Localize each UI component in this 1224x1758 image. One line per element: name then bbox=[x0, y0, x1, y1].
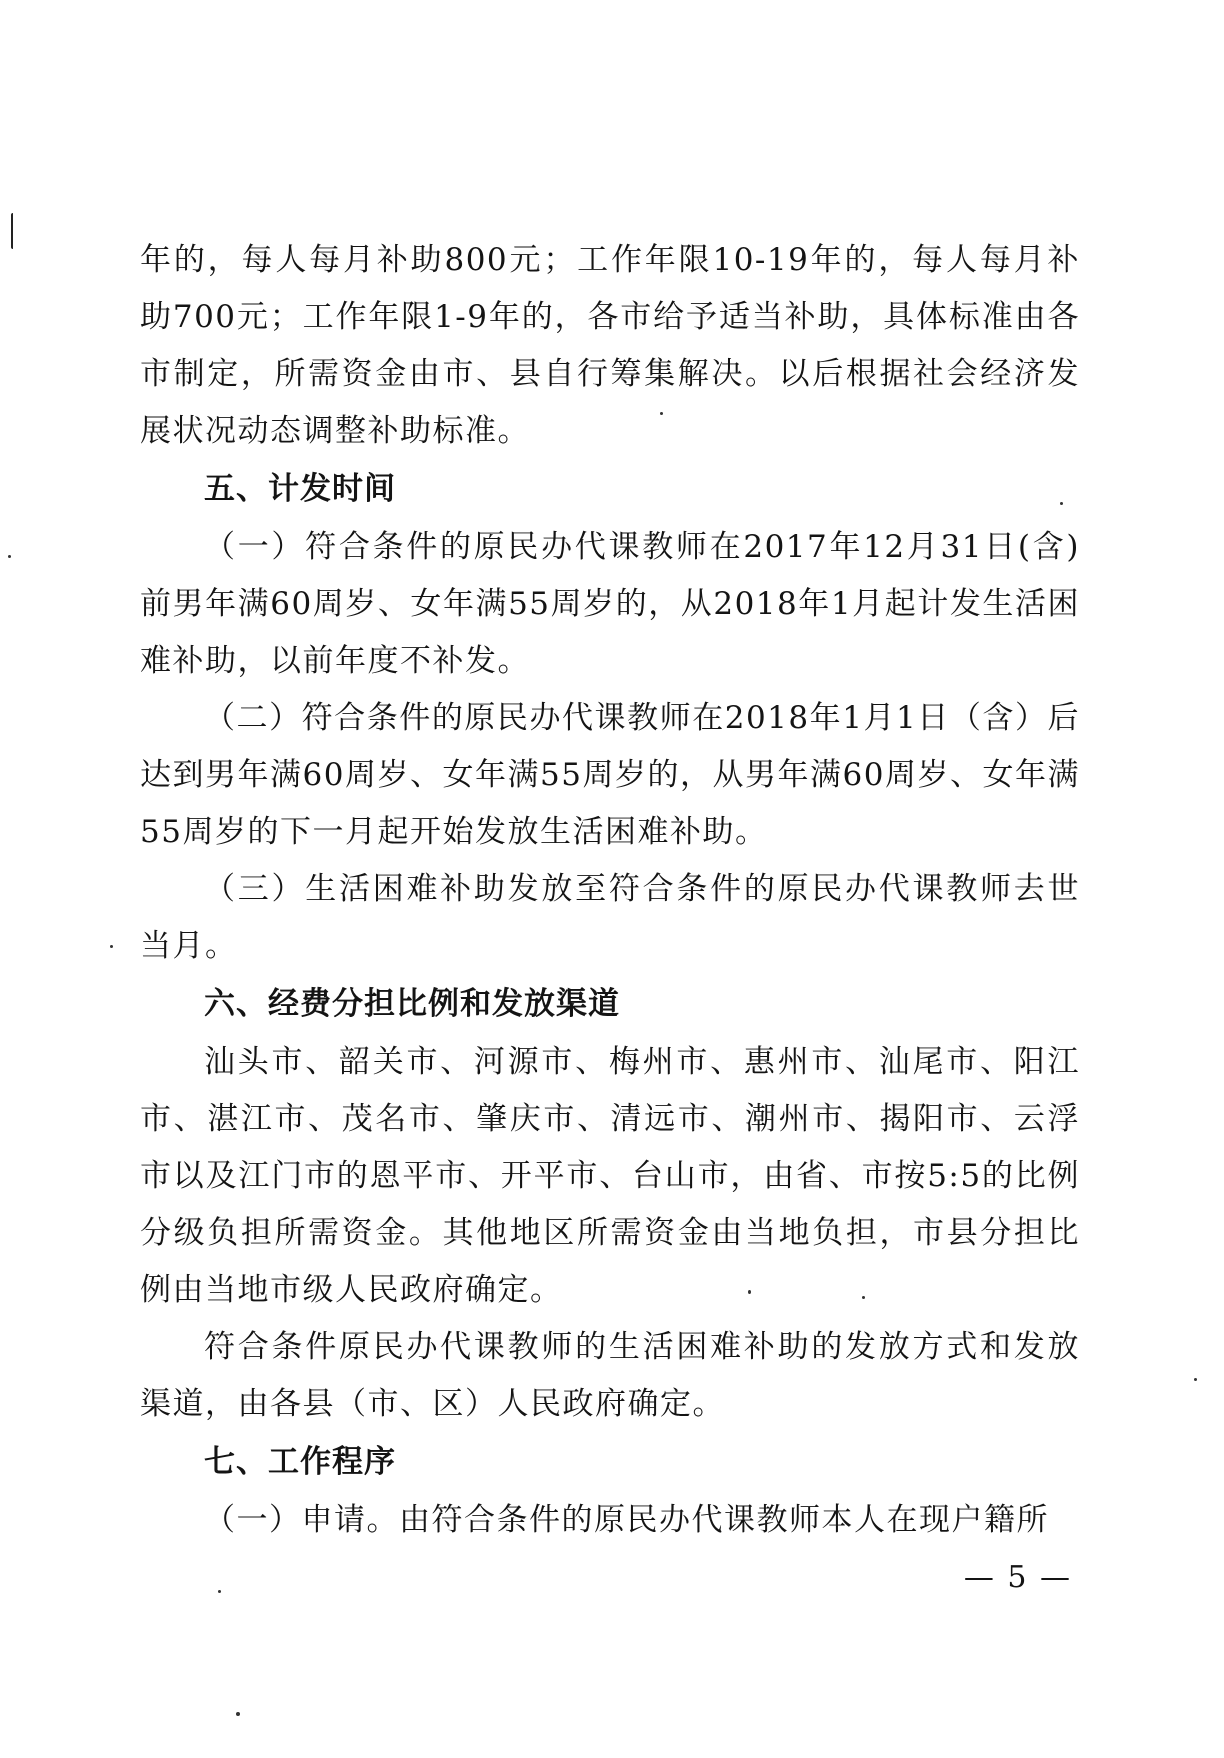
scan-speck bbox=[660, 412, 663, 415]
document-body bbox=[140, 232, 1080, 1549]
margin-mark bbox=[11, 213, 16, 249]
scan-speck bbox=[1194, 1378, 1197, 1381]
section5-item-3: （三）生活困难补助发放至符合条件的原民办代课教师去世当月。 bbox=[140, 871, 1080, 964]
scan-speck bbox=[748, 1290, 751, 1294]
scan-speck bbox=[1060, 502, 1063, 505]
scan-speck bbox=[8, 555, 11, 558]
section6-item-1: 汕头市、韶关市、河源市、梅州市、惠州市、汕尾市、阳江市、湛江市、茂名市、肇庆市、清远市、潮州市、揭阳市、云浮市以及江门市的恩平市、开平市、台山市，由省、市按5:5的比例分级负担所需资金。其他地区所需资金由当地负担，市县分担比例由当地市级人民政府确定。 bbox=[140, 1044, 1080, 1308]
section-heading-7: 七、工作程序 bbox=[204, 1444, 396, 1480]
section-heading-6: 六、经费分担比例和发放渠道 bbox=[204, 986, 620, 1022]
continuation-paragraph: 年的，每人每月补助800元；工作年限10-19年的，每人每月补助700元；工作年限1-9年的，各市给予适当补助，具体标准由各市制定，所需资金由市、县自行筹集解决。以后根据社会经济发展状况动态调整补助标准。 bbox=[140, 242, 1080, 449]
scan-speck bbox=[110, 945, 113, 948]
scan-speck bbox=[236, 1712, 240, 1716]
page-number: — 5 — bbox=[963, 1560, 1072, 1595]
section6-item-2: 符合条件原民办代课教师的生活困难补助的发放方式和发放渠道，由各县（市、区）人民政府确定。 bbox=[140, 1329, 1080, 1422]
section-heading-5: 五、计发时间 bbox=[204, 471, 396, 507]
section5-item-1: （一）符合条件的原民办代课教师在2017年12月31日(含)前男年满60周岁、女年满55周岁的，从2018年1月起计发生活困难补助，以前年度不补发。 bbox=[140, 529, 1080, 679]
section7-item-1: （一）申请。由符合条件的原民办代课教师本人在现户籍所 bbox=[204, 1502, 1049, 1538]
section5-item-2: （二）符合条件的原民办代课教师在2018年1月1日（含）后达到男年满60周岁、女年满55周岁的，从男年满60周岁、女年满55周岁的下一月起开始发放生活困难补助。 bbox=[140, 700, 1080, 850]
scan-speck bbox=[218, 1590, 221, 1593]
scan-speck bbox=[862, 1296, 865, 1299]
